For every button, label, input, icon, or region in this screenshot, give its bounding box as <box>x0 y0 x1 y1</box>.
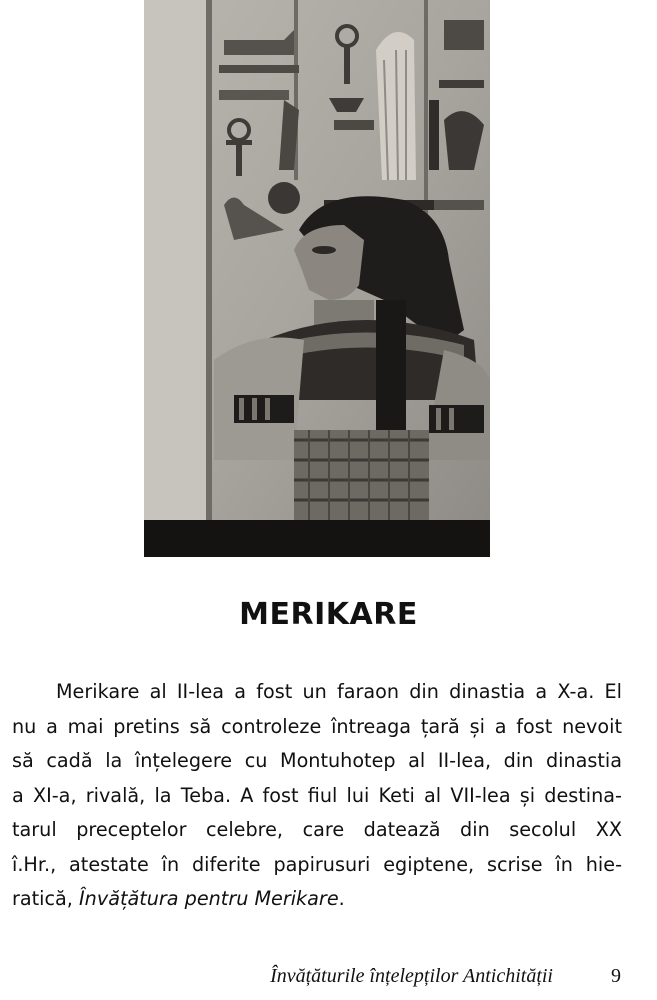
paragraph-line: nu a mai pretins să controleze întreaga țară și a fost nevoit <box>12 714 622 738</box>
paragraph-text: . <box>338 887 345 910</box>
page-number: 9 <box>611 965 621 987</box>
egyptian-relief-photo <box>144 0 490 557</box>
body-paragraph <box>12 675 622 917</box>
running-footer-title: Învățăturile înțelepților Antichității <box>270 965 553 987</box>
paragraph-text: ratică, <box>12 887 80 910</box>
paragraph-line: î.Hr., atestate în diferite papirusuri egiptene, scrise în hie- <box>12 852 622 876</box>
paragraph-line: să cadă la înțelegere cu Montuhotep al II-lea, din dinastia <box>12 749 622 772</box>
paragraph-line: tarul preceptelor celebre, care datează din secolul XX <box>12 818 622 841</box>
page-title: MERIKARE <box>239 597 418 632</box>
paragraph-last-line <box>12 882 622 917</box>
paragraph-line: Merikare al II-lea a fost un faraon din dinastia a X-a. El <box>56 680 622 703</box>
paragraph-line: a XI-a, rivală, la Teba. A fost fiul lui Keti al VII-lea și destina- <box>12 783 622 807</box>
work-title: Învățătura pentru Merikare <box>79 887 339 910</box>
